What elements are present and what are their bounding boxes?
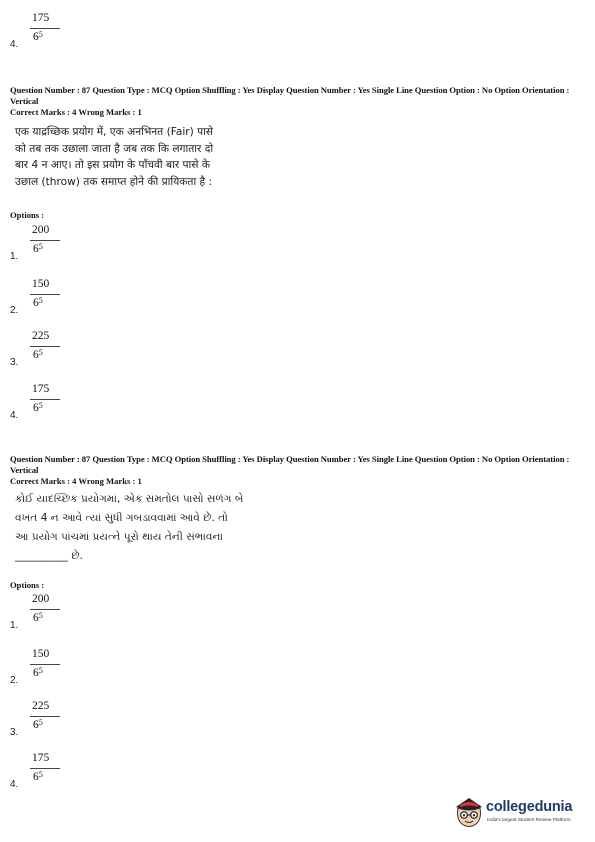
q2-option-4[interactable] xyxy=(10,752,90,792)
brand-name: collegedunia xyxy=(486,799,573,815)
option-denominator: $6^5$ xyxy=(33,611,43,624)
question-line: વખત 4 ન આવે ત્યાં સુધી ગબડાવવામાં આવે છે. તો xyxy=(15,512,228,524)
question-meta: Question Number : 87 Question Type : MCQ Option Shuffling : Yes Display Question Number : Yes Single Line Question Option : No Option Orientation : Vertical xyxy=(10,85,570,106)
option-denominator: $6^5$ xyxy=(33,242,43,255)
question-line: આ પ્રયોગ પાંચમાં પ્રયત્ને પૂરો થાય તેની સંભાવના xyxy=(15,531,223,543)
option-numerator: 200 xyxy=(32,224,50,236)
option-numerator: 175 xyxy=(32,383,50,395)
q2-option-2[interactable] xyxy=(10,648,90,688)
option-numerator: 150 xyxy=(32,278,50,290)
brand-tagline: India's largest Student Review Platform xyxy=(487,818,571,823)
fraction-bar xyxy=(30,664,60,665)
q1-option-3[interactable] xyxy=(10,330,90,370)
question-line: एक याद्रच्छिक प्रयोग में, एक अनभिनत (Fair) पासे xyxy=(15,126,214,138)
option-denominator: $6^5$ xyxy=(33,401,43,414)
q1-option-4[interactable] xyxy=(10,383,90,423)
fraction-bar xyxy=(30,609,60,610)
question-line: કોઈ યાદચ્છિક પ્રયોગમાં, એક સમતોલ પાસો સળંગ બે xyxy=(15,493,244,505)
fraction-bar xyxy=(30,768,60,769)
collegedunia-logo xyxy=(450,793,590,833)
question-meta: Question Number : 87 Question Type : MCQ Option Shuffling : Yes Display Question Number : Yes Single Line Question Option : No Option Orientation : Vertical xyxy=(10,454,570,475)
fraction-bar xyxy=(30,716,60,717)
option-numerator: 175 xyxy=(32,752,50,764)
question-line: को तब तक उछाला जाता है जब तक कि लगातार दो xyxy=(15,142,214,155)
option-denominator: $6^5$ xyxy=(33,348,43,361)
option-number: 3. xyxy=(10,357,19,368)
option-number: 4. xyxy=(10,410,19,421)
option-number: 3. xyxy=(10,727,19,738)
question-text xyxy=(15,124,275,190)
option-numerator: 150 xyxy=(32,648,50,660)
option-numerator: 225 xyxy=(32,700,50,712)
student-mascot-icon xyxy=(450,793,488,831)
q2-option-3[interactable] xyxy=(10,700,90,740)
option-number: 4. xyxy=(10,39,19,50)
option-number: 1. xyxy=(10,620,19,631)
option-number: 1. xyxy=(10,251,19,262)
option-denominator: $6^5$ xyxy=(33,770,43,783)
option-number: 2. xyxy=(10,675,19,686)
question-line: उछाल (throw) तक समाप्त होने की प्रायिकता है : xyxy=(15,175,213,188)
options-label: Options : xyxy=(10,210,45,220)
q2-option-1[interactable] xyxy=(10,593,90,633)
option-denominator: $6^5$ xyxy=(33,296,43,309)
option-numerator: 200 xyxy=(32,593,50,605)
question-line: __________ છે. xyxy=(15,550,83,562)
option-denominator: $6^5$ xyxy=(33,30,43,43)
q1-option-1[interactable] xyxy=(10,224,90,264)
fraction-bar xyxy=(30,28,60,29)
option-number: 4. xyxy=(10,779,19,790)
q1-option-2[interactable] xyxy=(10,278,90,318)
option-numerator: 225 xyxy=(32,330,50,342)
option-denominator: $6^5$ xyxy=(33,666,43,679)
option-denominator: $6^5$ xyxy=(33,718,43,731)
fraction-bar xyxy=(30,240,60,241)
question-marks: Correct Marks : 4 Wrong Marks : 1 xyxy=(10,107,142,117)
fraction-bar xyxy=(30,294,60,295)
options-label: Options : xyxy=(10,580,45,590)
question-marks: Correct Marks : 4 Wrong Marks : 1 xyxy=(10,476,142,486)
fraction-bar xyxy=(30,346,60,347)
top-option-4 xyxy=(10,12,90,52)
option-numerator: 175 xyxy=(32,12,50,24)
fraction-bar xyxy=(30,399,60,400)
question-line: बार 4 न आए। तो इस प्रयोग के पाँचवी बार पासे के xyxy=(15,159,210,171)
question-text xyxy=(15,490,290,566)
option-number: 2. xyxy=(10,305,19,316)
